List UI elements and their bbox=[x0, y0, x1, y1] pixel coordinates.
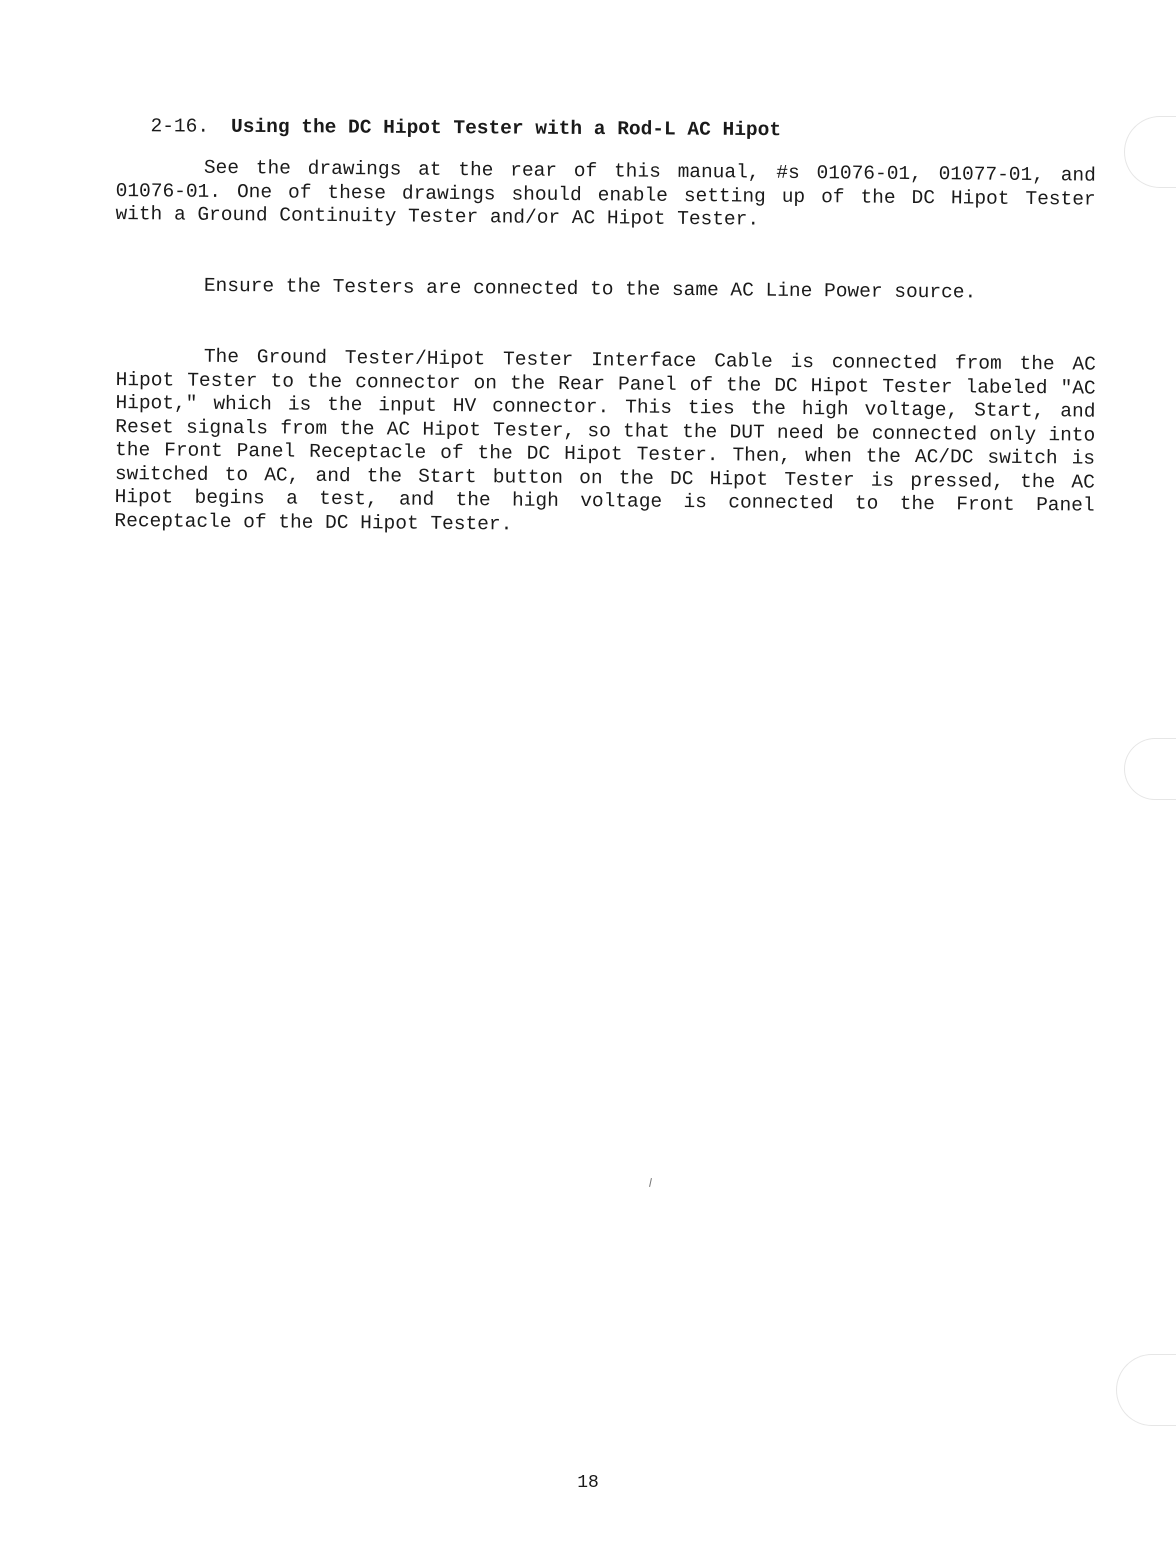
paragraph-power-source: Ensure the Testers are connected to the same AC Line Power source. bbox=[203, 274, 977, 304]
page-number: 18 bbox=[577, 1473, 599, 1493]
scan-speck bbox=[649, 1178, 652, 1187]
section-number: 2-16. bbox=[150, 115, 210, 138]
binder-hole-mark-middle bbox=[1124, 738, 1176, 800]
paragraph-drawings: See the drawings at the rear of this manual, #s 01076-01, 01077-01, and 01076-01. One of these drawings should enable setting up of the DC Hipot Tester with a Ground Continuity Tester and/or AC Hipot Tester. bbox=[115, 156, 1096, 231]
binder-hole-mark-top bbox=[1124, 116, 1176, 188]
section-title: Using the DC Hipot Tester with a Rod-L AC Hipot bbox=[231, 115, 782, 142]
paragraph-interface-cable: The Ground Tester/Hipot Tester Interface Cable is connected from the AC Hipot Tester to the connector on the Rear Panel of the DC Hipot Tester labeled "AC Hipot," which is the input HV connector. This ties the high voltage, Start, and Reset signals from the AC Hipot Tester, so that the DUT need be connected only into the Front Panel Receptacle of the DC Hipot Tester. Then, when the AC/DC switch is switched to AC, and the Start button on the DC Hipot Tester is pressed, the AC Hipot begins a test, and the high voltage is connected to the Front Panel Receptacle of the DC Hipot Tester. bbox=[114, 345, 1096, 535]
binder-hole-mark-bottom bbox=[1116, 1354, 1176, 1426]
